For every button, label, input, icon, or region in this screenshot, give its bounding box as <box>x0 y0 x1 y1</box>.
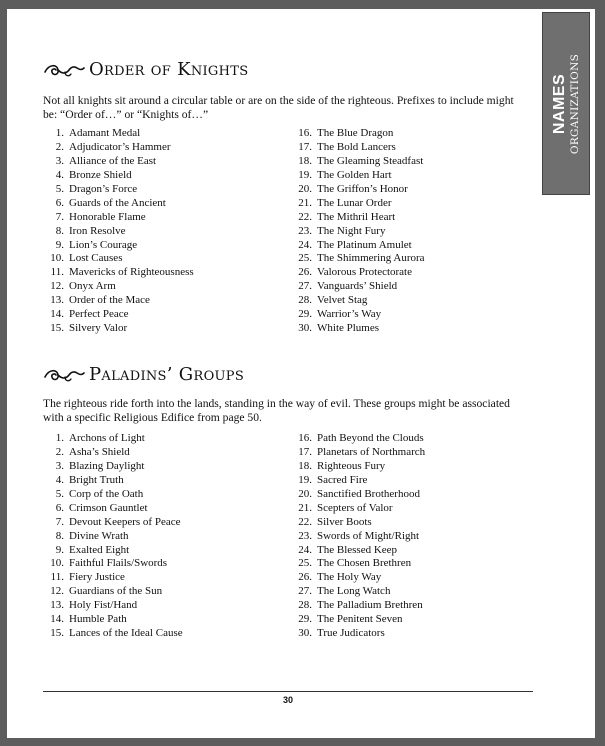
page-number: 30 <box>282 695 293 705</box>
list-item: 19. The Golden Hart <box>298 168 392 181</box>
list-item: 29. The Penitent Seven <box>298 613 403 626</box>
list-item: 12. Guardians of the Sun <box>50 585 163 598</box>
list-item: 20. The Griffon’s Honor <box>298 182 408 195</box>
list-item: 6. Guards of the Ancient <box>55 196 166 209</box>
list-item: 20. Sanctified Brotherhood <box>298 487 420 500</box>
list-item: 8. Iron Resolve <box>55 224 126 237</box>
list-item: 1. Adamant Medal <box>55 127 141 139</box>
list-item: 30. White Plumes <box>298 322 380 335</box>
list-item: 24. The Blessed Keep <box>298 543 398 556</box>
list-item: 29. Warrior’s Way <box>298 308 382 321</box>
list-item: 28. The Palladium Brethren <box>298 599 423 612</box>
list-item: 2. Asha’s Shield <box>55 445 130 458</box>
list-item: 2. Adjudicator’s Hammer <box>55 140 171 153</box>
list-item: 15. Lances of the Ideal Cause <box>50 627 183 640</box>
list-item: 1. Archons of Light <box>55 432 145 444</box>
list-item: 25. The Chosen Brethren <box>298 557 412 570</box>
list-item: 5. Corp of the Oath <box>55 487 144 500</box>
list-item: 14. Humble Path <box>50 613 127 626</box>
footer-divider <box>43 691 533 692</box>
list-item: 21. The Lunar Order <box>298 196 392 209</box>
list-item: 7. Devout Keepers of Peace <box>55 515 181 528</box>
list-item: 9. Lion’s Courage <box>55 238 138 251</box>
section-intro: The righteous ride forth into the lands, standing in the way of evil. These groups might be associated with a specific Religious Edifice from page 50. <box>43 397 510 424</box>
list-item: 26. The Holy Way <box>298 571 382 584</box>
list-item: 22. The Mithril Heart <box>298 210 396 223</box>
names-list-column <box>293 432 533 641</box>
flourish-ornament-icon <box>43 366 85 384</box>
names-list-column <box>45 432 285 641</box>
list-item: 26. Valorous Protectorate <box>298 266 412 279</box>
list-item: 6. Crimson Gauntlet <box>55 501 148 514</box>
list-item: 24. The Platinum Amulet <box>298 238 412 251</box>
list-item: 16. The Blue Dragon <box>298 127 394 139</box>
chapter-tab <box>542 12 590 195</box>
list-item: 8. Divine Wrath <box>55 529 129 542</box>
list-item: 27. Vanguards’ Shield <box>298 280 398 293</box>
list-item: 15. Silvery Valor <box>50 322 128 335</box>
document-page <box>7 9 595 738</box>
list-item: 18. Righteous Fury <box>298 459 386 472</box>
list-item: 12. Onyx Arm <box>50 280 116 293</box>
section-title: Order of Knights <box>89 59 249 80</box>
section-intro: Not all knights sit around a circular table or are on the side of the righteous. Prefixes to include might be: “Order of…” or “Knights of…” <box>43 94 514 121</box>
list-item: 27. The Long Watch <box>298 585 391 598</box>
list-item: 3. Blazing Daylight <box>55 459 145 472</box>
list-item: 19. Sacred Fire <box>298 473 368 486</box>
list-item: 22. Silver Boots <box>298 515 372 528</box>
list-item: 30. True Judicators <box>298 627 385 640</box>
list-item: 17. Planetars of Northmarch <box>298 445 426 458</box>
list-item: 21. Scepters of Valor <box>298 501 393 514</box>
list-item: 3. Alliance of the East <box>55 154 157 167</box>
list-item: 5. Dragon’s Force <box>55 182 138 195</box>
list-item: 16. Path Beyond the Clouds <box>298 432 424 444</box>
section-heading-knights <box>43 59 248 80</box>
section-heading-paladins <box>43 364 244 385</box>
list-item: 23. The Night Fury <box>298 224 386 237</box>
list-item: 13. Holy Fist/Hand <box>50 599 138 612</box>
list-item: 13. Order of the Mace <box>50 294 150 307</box>
list-item: 4. Bright Truth <box>55 473 124 486</box>
chapter-tab-subtitle: ORGANIZATIONS <box>568 53 581 154</box>
list-item: 9. Exalted Eight <box>55 543 130 556</box>
chapter-tab-title: NAMES <box>550 73 568 134</box>
names-list-column <box>293 127 533 336</box>
list-item: 10. Faithful Flails/Swords <box>50 557 168 570</box>
list-item: 10. Lost Causes <box>50 252 123 265</box>
list-item: 11. Mavericks of Righteousness <box>50 266 194 279</box>
list-item: 25. The Shimmering Aurora <box>298 252 425 265</box>
list-item: 18. The Gleaming Steadfast <box>298 154 424 167</box>
list-item: 14. Perfect Peace <box>50 308 129 321</box>
list-item: 28. Velvet Stag <box>298 294 368 307</box>
list-item: 7. Honorable Flame <box>55 210 146 223</box>
flourish-ornament-icon <box>43 61 85 79</box>
list-item: 17. The Bold Lancers <box>298 140 396 153</box>
section-title: Paladins’ Groups <box>89 364 245 385</box>
list-item: 11. Fiery Justice <box>50 571 125 584</box>
names-list-column <box>45 127 285 336</box>
list-item: 23. Swords of Might/Right <box>298 529 420 542</box>
list-item: 4. Bronze Shield <box>55 168 132 181</box>
